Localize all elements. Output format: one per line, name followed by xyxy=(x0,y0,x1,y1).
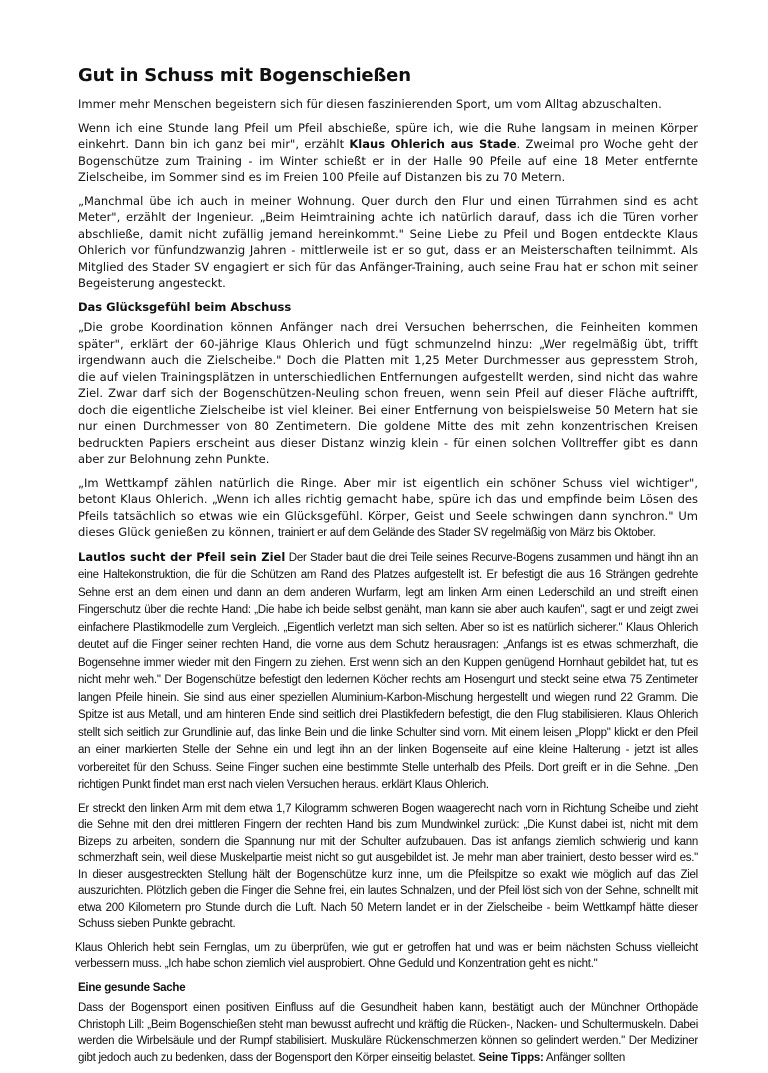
paragraph-2: „Manchmal übe ich auch in meiner Wohnung. Quer durch den Flur und einen Türrahmen sind es acht Meter", erzählt der Ingenieur. „Beim Heimtraining achte ich natürlich darauf, dass ich die Türen vorher abschließe, damit nicht zufällig jemand hereinkommt." Seine Liebe zu Pfeil und Bogen entdeckte Klaus Ohlerich vor fünfundzwanzig Jahren - mittlerweile ist er so gut, dass er an Meisterschaften teilnimmt. Als Mitglied des Stader SV engagiert er sich für das Anfänger-Training, auch seine Frau hat er schon mit seiner Begeisterung angesteckt. xyxy=(78,193,698,290)
paragraph-7: Klaus Ohlerich hebt sein Fernglas, um zu überprüfen, wie gut er getroffen hat und was er beim nächsten Schuss vielleicht verbessern muss. „Ich habe schon ziemlich viel ausprobiert. Ohne Geduld und Konzentration geht es nicht." xyxy=(75,941,698,970)
subheading-glueck: Das Glücksgefühl beim Abschuss xyxy=(78,299,292,314)
article-lead: Immer mehr Menschen begeistern sich für diesen faszinierenden Sport, um vom Alltag abzuschalten. xyxy=(78,97,662,111)
paragraph-1: Wenn ich eine Stunde lang Pfeil um Pfeil abschieße, spüre ich, wie die Ruhe langsam in meinen Körper einkehrt. Dann bin ich ganz bei mir", erzählt Klaus Ohlerich aus Stade. Zweimal pro Woche geht der Bogenschütze zum Training - im Winter schießt er in der Halle 90 Pfeile auf eine 18 Meter entfernte Zielscheibe, im Sommer sind es im Freien 100 Pfeile auf Distanzen bis zu 70 Metern. xyxy=(78,120,698,184)
paragraph-5: Lautlos sucht der Pfeil sein Ziel Der Stader baut die drei Teile seines Recurve-Bogens zusammen und hängt ihn an eine Haltekonstruktion, die für die Schützen am Rand des Platzes aufgestellt ist. Er befestigt die aus 16 Strängen gedrehte Sehne erst an dem einen und dann an dem anderen Wurfarm, legt am linken Arm einen Lederschild an und streift einen Fingerschutz über die rechte Hand: „Die habe ich beide selbst genäht, man kann sie aber auch kaufen", sagt er und zeigt zwei einfachere Plastikmodelle zum Vergleich. „Eigentlich verletzt man sich selten. Aber so ist es natürlich sicherer." Klaus Ohlerich deutet auf die Finger seiner rechten Hand, die vorne aus dem Schutz herausragen: „Anfangs ist es etwas schmerzhaft, die Bogensehne immer wieder mit den Fingern zu ziehen. Erst wenn sich an den Kuppen genügend Hornhaut gebildet hat, tut es nicht mehr weh." Der Bogenschütze befestigt den ledernen Köcher rechts am Hosengurt und steckt seine etwa 75 Zentimeter langen Pfeile hinein. Sie sind aus einer speziellen Aluminium-Karbon-Mischung hergestellt und wiegen rund 22 Gramm. Die Spitze ist aus Metall, und am hinteren Ende sind seitlich drei Plastikfedern befestigt, die den Flug stabilisieren. Klaus Ohlerich stellt sich seitlich zur Grundlinie auf, das linke Bein und die linke Schulter sind vorn. Mit einem leisen „Plopp" klickt er den Pfeil an einer markierten Stelle der Sehne ein und legt ihn an der linken Bogenseite auf eine kleine Halterung - jetzt ist alles vorbereitet für den Schuss. Seine Finger suchen eine bestimmte Stelle unterhalb des Pfeils. Dort greift er in die Sehne. „Den richtigen Punkt findet man erst nach vielen Versuchen heraus. erklärt Klaus Ohlerich. xyxy=(78,549,699,791)
inline-heading-pfeil: Lautlos sucht der Pfeil sein Ziel xyxy=(78,549,286,564)
paragraph-6: Er streckt den linken Arm mit dem etwa 1,7 Kilogramm schweren Bogen waagerecht nach vorn in Richtung Scheibe und zieht die Sehne mit den drei mittleren Fingern der rechten Hand bis zum Mundwinkel zurück: „Die Kunst dabei ist, nicht mit dem Bizeps zu arbeiten, sondern die Spannung nur mit der Schulter aufzubauen. Das ist anfangs ziemlich schwierig und kann schmerzhaft sein, weil diese Muskelpartie meist nicht so gut ausgebildet ist. Je mehr man aber trainiert, desto besser wird es." In dieser ausgestreckten Stellung hält der Bogenschütze kurz inne, um die Pfeilspitze so exakt wie möglich auf das Ziel auszurichten. Plötzlich geben die Finger die Sehne frei, ein lautes Schnalzen, und der Pfeil löst sich von der Sehne, schnellt mit etwa 200 Kilometern pro Stunde durch die Luft. Nach 50 Metern landet er in der Zielscheibe - beim Wettkampf hätte dieser Schuss sieben Punkte gebracht. xyxy=(78,802,698,930)
paragraph-3: „Die grobe Koordination können Anfänger nach drei Versuchen beherrschen, die Feinheiten kommen später", erklärt der 60-jährige Klaus Ohlerich und fügt schmunzelnd hinzu: „Wer regelmäßig übt, trifft irgendwann auch die Zielscheibe." Doch die Platten mit 1,25 Meter Durchmesser aus gepresstem Stroh, die auf vielen Trainingsplätzen in unterschiedlichen Entfernungen aufgestellt werden, sind nicht das wahre Ziel. Zwar darf sich der Bogenschützen-Neuling schon freuen, wenn sein Pfeil auf dieser Fläche auftrifft, doch die eigentliche Zielscheibe ist viel kleiner. Bei einer Entfernung von beispielsweise 50 Metern hat sie nur einen Durchmesser von 80 Zentimetern. Die goldene Mitte des mit zehn konzentrischen Kreisen bedruckten Papiers erscheint aus dieser Distanz winzig klein - für einen solchen Volltreffer gibt es dann aber zur Belohnung zehn Punkte. xyxy=(78,320,698,466)
subheading-gesund: Eine gesunde Sache xyxy=(78,981,186,994)
inline-label-tipps: Seine Tipps: xyxy=(478,1051,544,1064)
paragraph-4: „Im Wettkampf zählen natürlich die Ringe. Aber mir ist eigentlich ein schöner Schuss viel wichtiger", betont Klaus Ohlerich. „Wenn ich alles richtig gemacht habe, spüre ich das und empfinde beim Lösen des Pfeils tatsächlich so etwas wie ein Glücksgefühl. Körper, Geist und Seele schwingen dann synchron." Um dieses Glück genießen zu können, trainiert er auf dem Gelände des Stader SV regelmäßig von März bis Oktober. xyxy=(78,475,698,539)
person-name: Klaus Ohlerich aus Stade xyxy=(349,137,517,151)
article xyxy=(75,0,699,1073)
paragraph-8: Dass der Bogensport einen positiven Einfluss auf die Gesundheit haben kann, bestätigt auch der Münchner Orthopäde Christoph Lill: „Beim Bogenschießen steht man bewusst aufrecht und kräftig die Rücken-, Nacken- und Schultermuskeln. Dabei werden die Wirbelsäule und der Rumpf stabilisiert. Muskuläre Rückenschmerzen können so gelindert werden." Der Mediziner gibt jedoch auch zu bedenken, dass der Bogensport den Körper einseitig belastet. Seine Tipps: Anfänger sollten xyxy=(78,1002,698,1064)
article-title: Gut in Schuss mit Bogenschießen xyxy=(78,65,411,86)
